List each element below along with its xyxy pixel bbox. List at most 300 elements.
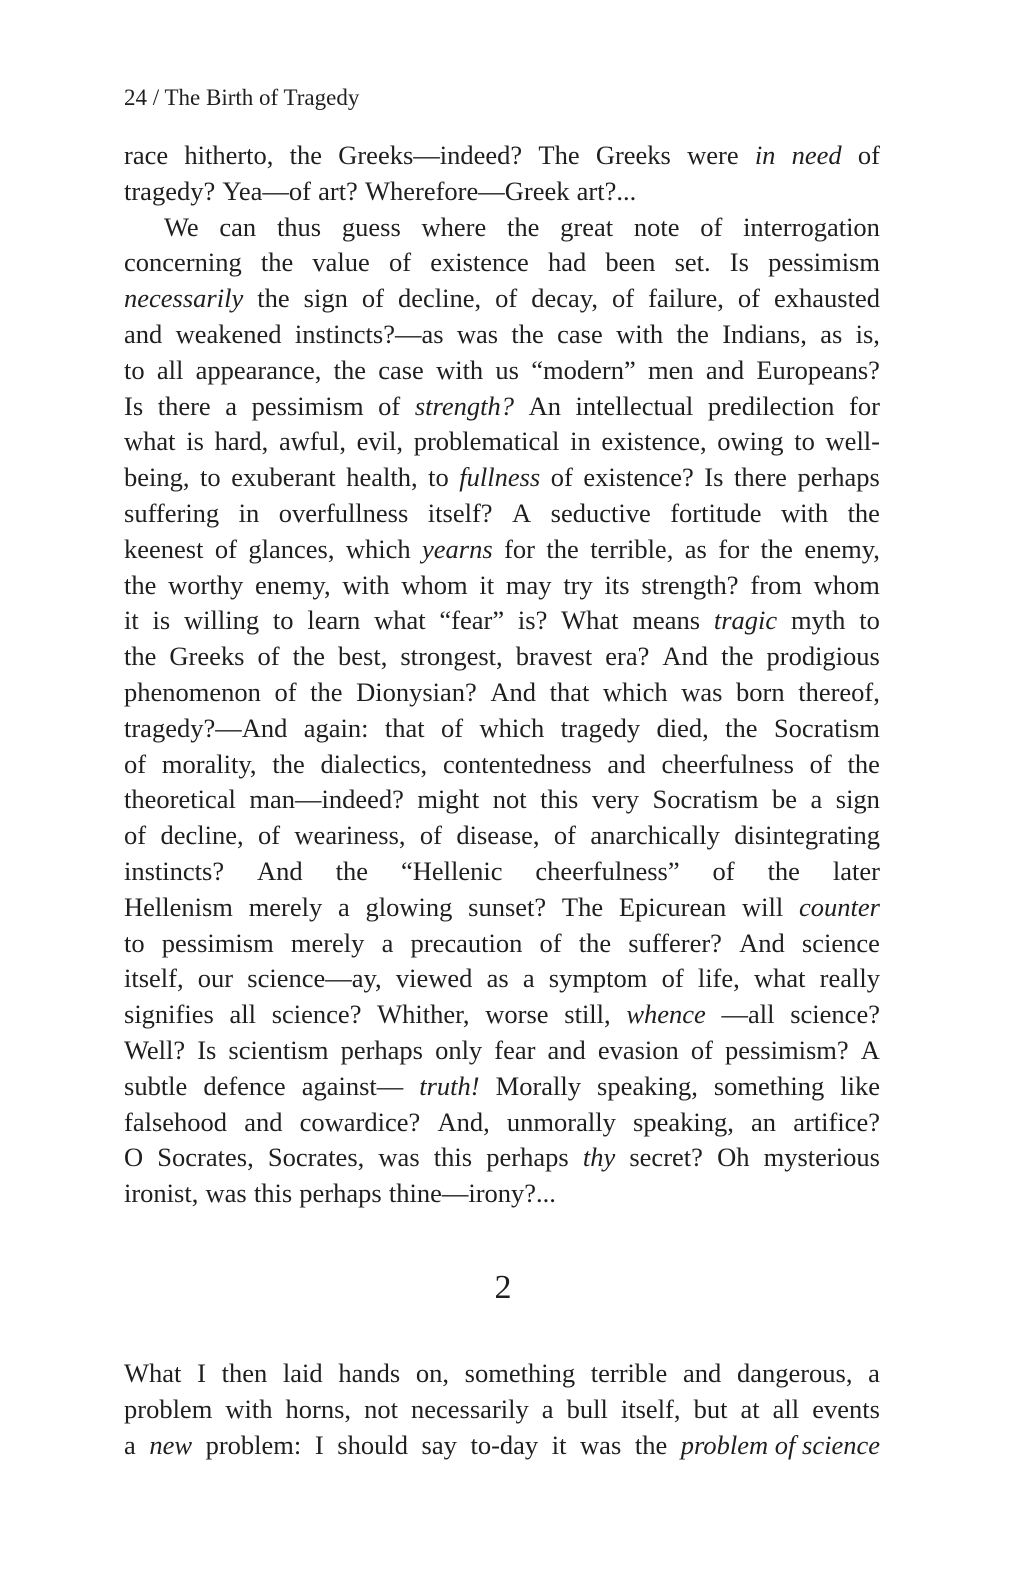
word: all [229, 999, 257, 1030]
word: man—indeed? [249, 784, 404, 815]
word: not [492, 784, 527, 815]
word: ironist, [124, 1178, 199, 1209]
word: be [771, 784, 797, 815]
word: morality, [161, 748, 257, 779]
word: Socrates, [267, 1142, 365, 1173]
word: value [312, 247, 370, 278]
italic-word: in [754, 140, 776, 170]
word: fortitude [670, 497, 762, 528]
word: was [681, 676, 723, 707]
text-line [124, 460, 880, 496]
word: awful, [278, 426, 346, 457]
word: of [712, 855, 735, 886]
word: problem [124, 1393, 213, 1424]
word: hard, [214, 426, 269, 457]
word: perhaps [797, 462, 880, 493]
word: well- [825, 426, 880, 457]
text-line [124, 568, 880, 604]
word: all [156, 354, 184, 385]
word: to [794, 426, 815, 457]
word: of [441, 712, 464, 743]
word: science—ay, [247, 963, 382, 994]
word: the [257, 283, 290, 314]
word: and [607, 748, 646, 779]
word: necessarily [411, 1393, 529, 1424]
word: there [157, 390, 211, 421]
word: contentedness [442, 748, 592, 779]
word: the [292, 641, 325, 672]
word: of [553, 820, 576, 851]
word: And [739, 927, 785, 958]
word: a [225, 390, 238, 421]
word: disintegrating [734, 820, 880, 851]
word: art?... [576, 175, 637, 206]
word: myth [790, 605, 846, 636]
word: of [809, 748, 832, 779]
text-line [124, 854, 880, 890]
italic-word: whence [626, 999, 706, 1030]
italic-word: yearns [422, 533, 493, 564]
word: it [124, 605, 139, 636]
word: merely [248, 891, 323, 922]
word: Greeks [595, 140, 671, 170]
text-line [124, 210, 880, 246]
word: can [219, 211, 257, 242]
word: Greeks—indeed? [338, 140, 523, 170]
word: existence, [601, 426, 707, 457]
word: a [541, 1393, 554, 1424]
word: what [753, 963, 806, 994]
word: The [538, 140, 580, 170]
word: the [634, 1429, 668, 1460]
text-line [124, 639, 880, 675]
word: Is [124, 390, 144, 421]
word: —all [721, 999, 775, 1030]
word: speaking, [633, 1106, 734, 1137]
word: a [381, 927, 394, 958]
word: the [507, 211, 540, 242]
word: horns, [285, 1393, 352, 1424]
word: of [737, 283, 760, 314]
word: exhausted [774, 283, 880, 314]
text-line [124, 138, 880, 174]
word: of [124, 748, 147, 779]
word: seductive [550, 497, 651, 528]
word: only [435, 1034, 483, 1065]
word: which [479, 712, 545, 743]
word: willing [184, 605, 260, 636]
word: being, [124, 462, 190, 493]
word: anarchically [590, 820, 720, 851]
word: really [819, 963, 880, 994]
word: prodigious [766, 641, 880, 672]
word: dangerous, [736, 1358, 853, 1388]
word: of [419, 820, 442, 851]
word: a [868, 1358, 880, 1388]
word: defence [203, 1070, 286, 1101]
word: of [274, 676, 297, 707]
italic-word: necessarily [124, 283, 244, 314]
word: concerning [124, 247, 242, 278]
word: as [684, 533, 707, 564]
word: of [700, 211, 723, 242]
word: the [847, 748, 880, 779]
word: is? [517, 605, 548, 636]
word: A [860, 1034, 880, 1065]
word: and [244, 1106, 283, 1137]
word: We [164, 211, 199, 242]
word: strongest, [400, 641, 503, 672]
text-block-section-2 [124, 1356, 880, 1463]
word: will [742, 891, 784, 922]
text-line [124, 1105, 880, 1141]
word: a [338, 891, 350, 922]
word: sufferer? [628, 927, 722, 958]
word: our [197, 963, 234, 994]
word: Morally [495, 1070, 581, 1101]
word: Socratism [652, 784, 759, 815]
word: intellectual [575, 390, 694, 421]
word: the [260, 247, 294, 278]
word: Wherefore—Greek [364, 175, 570, 206]
word: Is [729, 247, 749, 278]
word: learn [307, 605, 361, 636]
word: the [511, 318, 544, 349]
word: pessimism [161, 927, 274, 958]
word: pessimism? [724, 1034, 849, 1065]
word: existence [430, 247, 529, 278]
word: the [847, 497, 880, 528]
word: Well? [124, 1034, 186, 1065]
word: Yea—of [222, 175, 311, 206]
word: to [124, 354, 145, 385]
word: for [504, 533, 535, 564]
word: enemy, [804, 533, 880, 564]
word: of [388, 247, 412, 278]
word: was [205, 1178, 247, 1209]
word: then [221, 1358, 268, 1388]
word: again: [303, 712, 369, 743]
word: And, [437, 1106, 490, 1137]
word: of [612, 283, 635, 314]
text-line [124, 926, 880, 962]
word: evil, [356, 426, 404, 457]
word: with [225, 1393, 273, 1424]
word: art? [318, 175, 358, 206]
word: problematical [413, 426, 560, 457]
word: means [632, 605, 701, 636]
word: worthy [168, 569, 244, 600]
section-number: 2 [494, 1269, 512, 1306]
word: note [633, 211, 680, 242]
word: born [736, 676, 785, 707]
word: the [333, 354, 366, 385]
word: were [687, 140, 739, 170]
word: and [547, 1034, 586, 1065]
word: as [820, 318, 843, 349]
word: pessimism [251, 390, 364, 421]
word: terrible [590, 1358, 668, 1388]
word: bull [566, 1393, 608, 1424]
text-line [124, 1069, 880, 1105]
word: pessimism [768, 247, 880, 278]
text-line [124, 961, 880, 997]
word: whom [813, 569, 880, 600]
word: I [197, 1358, 206, 1388]
word: with [436, 354, 484, 385]
word: owing [717, 426, 784, 457]
word: in [570, 426, 591, 457]
italic-word: strength? [414, 390, 514, 421]
word: precaution [410, 927, 523, 958]
word: tragedy? [124, 175, 216, 206]
word: this [433, 1142, 473, 1173]
word: and [705, 354, 745, 385]
word: an [751, 1106, 777, 1137]
word: glances, [248, 533, 335, 564]
word: secret? [629, 1142, 703, 1173]
word: been [605, 247, 656, 278]
word: best, [338, 641, 388, 672]
text-line [124, 389, 880, 425]
word: era? [605, 641, 650, 672]
word: to [272, 605, 294, 636]
word: perhaps [299, 1178, 382, 1209]
word: cheerfulness [661, 748, 794, 779]
word: weakened [175, 318, 282, 349]
word: there [733, 462, 787, 493]
word: this [540, 784, 579, 815]
word: the [546, 533, 579, 564]
word: of [690, 1034, 713, 1065]
word: cheerfulness” [535, 855, 680, 886]
word: unmorally [506, 1106, 616, 1137]
word: the [289, 140, 322, 170]
word: O [124, 1142, 144, 1173]
word: sunset? [468, 891, 547, 922]
text-line [124, 424, 880, 460]
word: Is [704, 462, 724, 493]
word: artifice? [793, 1106, 880, 1137]
word: scientism [228, 1034, 329, 1065]
word: the [767, 855, 800, 886]
word: of [661, 963, 684, 994]
italic-word: fullness [459, 462, 541, 493]
word: evasion [597, 1034, 679, 1065]
text-line [124, 1356, 880, 1392]
word: is, [855, 318, 880, 349]
word: very [591, 784, 639, 815]
word: case [378, 354, 424, 385]
word: but [693, 1393, 728, 1424]
italic-word: tragic [713, 605, 778, 636]
word: had [547, 247, 587, 278]
word: I [314, 1429, 324, 1460]
word: race [124, 140, 169, 170]
word: health, [346, 462, 418, 493]
word: the [335, 855, 368, 886]
word: hitherto, [184, 140, 274, 170]
text-line [124, 747, 880, 783]
word: fear [494, 1034, 536, 1065]
word: sign [835, 784, 880, 815]
word: speaking, [597, 1070, 698, 1101]
word: hands [338, 1358, 401, 1388]
word: bravest [515, 641, 593, 672]
word: with [616, 318, 664, 349]
text-line [124, 997, 880, 1033]
word: enemy, [255, 569, 331, 600]
word: tragedy [560, 712, 641, 743]
word: “fear” [439, 605, 505, 636]
word: Hellenism [124, 891, 233, 922]
word: like [840, 1070, 880, 1101]
word: of [214, 533, 237, 564]
word: Oh [717, 1142, 750, 1173]
word: as [486, 963, 509, 994]
word: in [238, 497, 260, 528]
word: theoretical [124, 784, 236, 815]
text-line [124, 1140, 880, 1176]
word: cowardice? [299, 1106, 421, 1137]
word: signifies [124, 999, 214, 1030]
text-line [124, 353, 880, 389]
text-line [124, 890, 880, 926]
text-line [124, 317, 880, 353]
word: Socrates, [157, 1142, 254, 1173]
word: Socratism [773, 712, 880, 743]
word: against— [301, 1070, 404, 1101]
word: strength? [641, 569, 739, 600]
word: keenest [124, 533, 204, 564]
italic-word: counter [799, 891, 880, 922]
word: with [342, 569, 390, 600]
word: case [557, 318, 603, 349]
word: was [456, 318, 499, 349]
text-line [124, 496, 880, 532]
word: may [505, 569, 552, 600]
word: existence? [583, 462, 694, 493]
word: merely [290, 927, 365, 958]
word: the [272, 748, 305, 779]
word: its [604, 569, 630, 600]
word: suffering [124, 497, 220, 528]
word: exuberant [231, 462, 336, 493]
word: this [253, 1178, 293, 1209]
word: tragedy?—And [124, 712, 288, 743]
word: the [124, 641, 157, 672]
word: Europeans? [756, 354, 880, 385]
word: life, [697, 963, 740, 994]
word: whom [401, 569, 468, 600]
word: thereof, [798, 676, 880, 707]
word: that [384, 712, 425, 743]
word: Whither, [377, 999, 470, 1030]
word: phenomenon [124, 676, 261, 707]
word: it [551, 1429, 567, 1460]
word: And [257, 855, 303, 886]
word: the [124, 569, 157, 600]
word: from [750, 569, 802, 600]
text-line [124, 711, 880, 747]
text-line [124, 281, 880, 317]
word: worse [485, 999, 549, 1030]
word: for [718, 533, 750, 564]
word: What [561, 605, 619, 636]
word: later [832, 855, 880, 886]
word: the [310, 676, 343, 707]
text-line [124, 603, 880, 639]
running-head: 24 / The Birth of Tragedy [124, 85, 360, 110]
text-line [124, 532, 880, 568]
word: all [772, 1393, 800, 1424]
word: to [124, 927, 145, 958]
word: men [647, 354, 694, 385]
italic-word: new [149, 1429, 193, 1460]
word: and [682, 1358, 722, 1388]
word: instincts? [124, 855, 225, 886]
word: of [257, 641, 280, 672]
word: perhaps [340, 1034, 423, 1065]
word: which [602, 676, 668, 707]
word: try [563, 569, 593, 600]
word: weariness, [294, 820, 406, 851]
word: a [522, 963, 535, 994]
word: Is [197, 1034, 217, 1065]
word: is [186, 426, 204, 457]
italic-word: need [791, 140, 842, 170]
word: of [361, 283, 384, 314]
word: for [849, 390, 880, 421]
word: thine—irony?... [388, 1178, 556, 1209]
word: itself? [427, 497, 493, 528]
word: with [780, 497, 829, 528]
word: the [721, 641, 754, 672]
word: still, [564, 999, 611, 1030]
word: should [337, 1429, 408, 1460]
text-line [124, 1033, 880, 1069]
text-line [124, 174, 880, 210]
italic-word: thy [582, 1142, 616, 1173]
text-line [124, 782, 880, 818]
word: science? [271, 999, 362, 1030]
word: thus [276, 211, 322, 242]
word: problem: [205, 1429, 302, 1460]
word: what [124, 426, 176, 457]
word: decay, [531, 283, 598, 314]
word: predilection [707, 390, 835, 421]
word: might [417, 784, 480, 815]
word: died, [656, 712, 709, 743]
text-block-main [124, 138, 880, 1212]
word: the [676, 318, 709, 349]
word: to [200, 462, 221, 493]
word: not [364, 1393, 398, 1424]
word: was [378, 1142, 420, 1173]
word: What [124, 1358, 182, 1388]
word: to [428, 462, 449, 493]
word: perhaps [486, 1142, 569, 1173]
word: A [512, 497, 532, 528]
word: Dionysian? [356, 676, 477, 707]
word: which [345, 533, 411, 564]
word: of [378, 390, 401, 421]
word: a [810, 784, 823, 815]
italic-word: truth! [419, 1070, 480, 1101]
word: and [124, 318, 163, 349]
word: failure, [648, 283, 724, 314]
word: itself, [124, 963, 184, 994]
